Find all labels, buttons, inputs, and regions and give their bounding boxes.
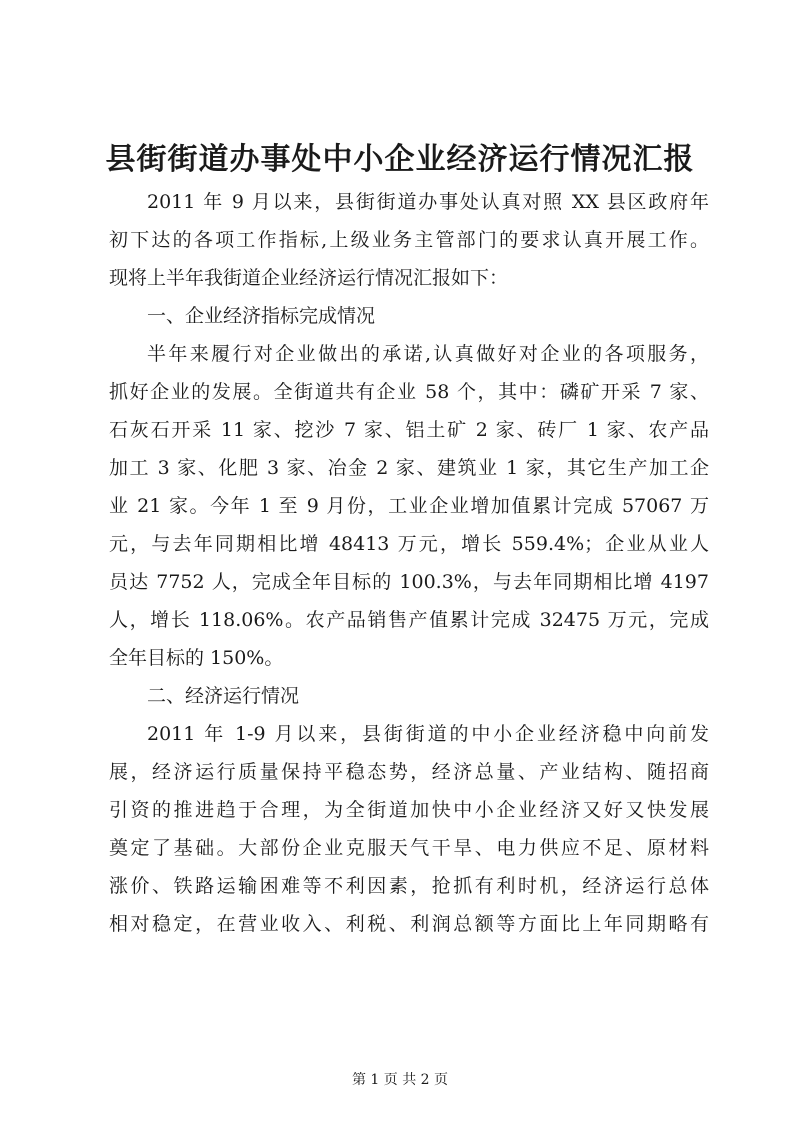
- section-heading: 一、企业经济指标完成情况: [147, 305, 376, 327]
- paragraph-line: 元，与去年同期相比增 48413 万元，增长 559.4%；企业从业人: [109, 533, 709, 555]
- page-footer: 第 1 页 共 2 页: [351, 1072, 449, 1088]
- paragraph-line: 涨价、铁路运输困难等不利因素，抢抓有利时机，经济运行总体: [109, 875, 709, 897]
- paragraph-line: 员达 7752 人，完成全年目标的 100.3%，与去年同期相比增 4197: [109, 571, 709, 593]
- paragraph-line: 石灰石开采 11 家、挖沙 7 家、铝土矿 2 家、砖厂 1 家、农产品: [109, 419, 709, 441]
- paragraph-line: 业 21 家。今年 1 至 9 月份，工业企业增加值累计完成 57067 万: [109, 495, 709, 517]
- paragraph-line: 抓好企业的发展。全街道共有企业 58 个，其中：磷矿开采 7 家、: [109, 381, 709, 403]
- paragraph-line: 现将上半年我街道企业经济运行情况汇报如下：: [109, 267, 509, 289]
- paragraph-line: 相对稳定，在营业收入、利税、利润总额等方面比上年同期略有: [109, 913, 709, 935]
- document-body: [109, 183, 709, 943]
- paragraph-line: 初下达的各项工作指标,上级业务主管部门的要求认真开展工作。: [109, 229, 709, 251]
- paragraph-line: 展，经济运行质量保持平稳态势，经济总量、产业结构、随招商: [109, 761, 709, 783]
- paragraph-line: 人，增长 118.06%。农产品销售产值累计完成 32475 万元，完成: [109, 609, 709, 631]
- paragraph-line: 2011 年 1-9 月以来，县街街道的中小企业经济稳中向前发: [147, 723, 709, 745]
- paragraph-line: 引资的推进趋于合理，为全街道加快中小企业经济又好又快发展: [109, 799, 709, 821]
- paragraph-line: 奠定了基础。大部份企业克服天气干旱、电力供应不足、原材料: [109, 837, 709, 859]
- document-title: 县街街道办事处中小企业经济运行情况汇报: [105, 142, 695, 177]
- paragraph-line: 半年来履行对企业做出的承诺,认真做好对企业的各项服务，: [147, 343, 709, 365]
- paragraph-line: 全年目标的 150%。: [109, 647, 284, 669]
- paragraph-line: 2011 年 9 月以来，县街街道办事处认真对照 XX 县区政府年: [147, 191, 709, 213]
- section-heading: 二、经济运行情况: [147, 685, 300, 707]
- paragraph-line: 加工 3 家、化肥 3 家、冶金 2 家、建筑业 1 家，其它生产加工企: [109, 457, 709, 479]
